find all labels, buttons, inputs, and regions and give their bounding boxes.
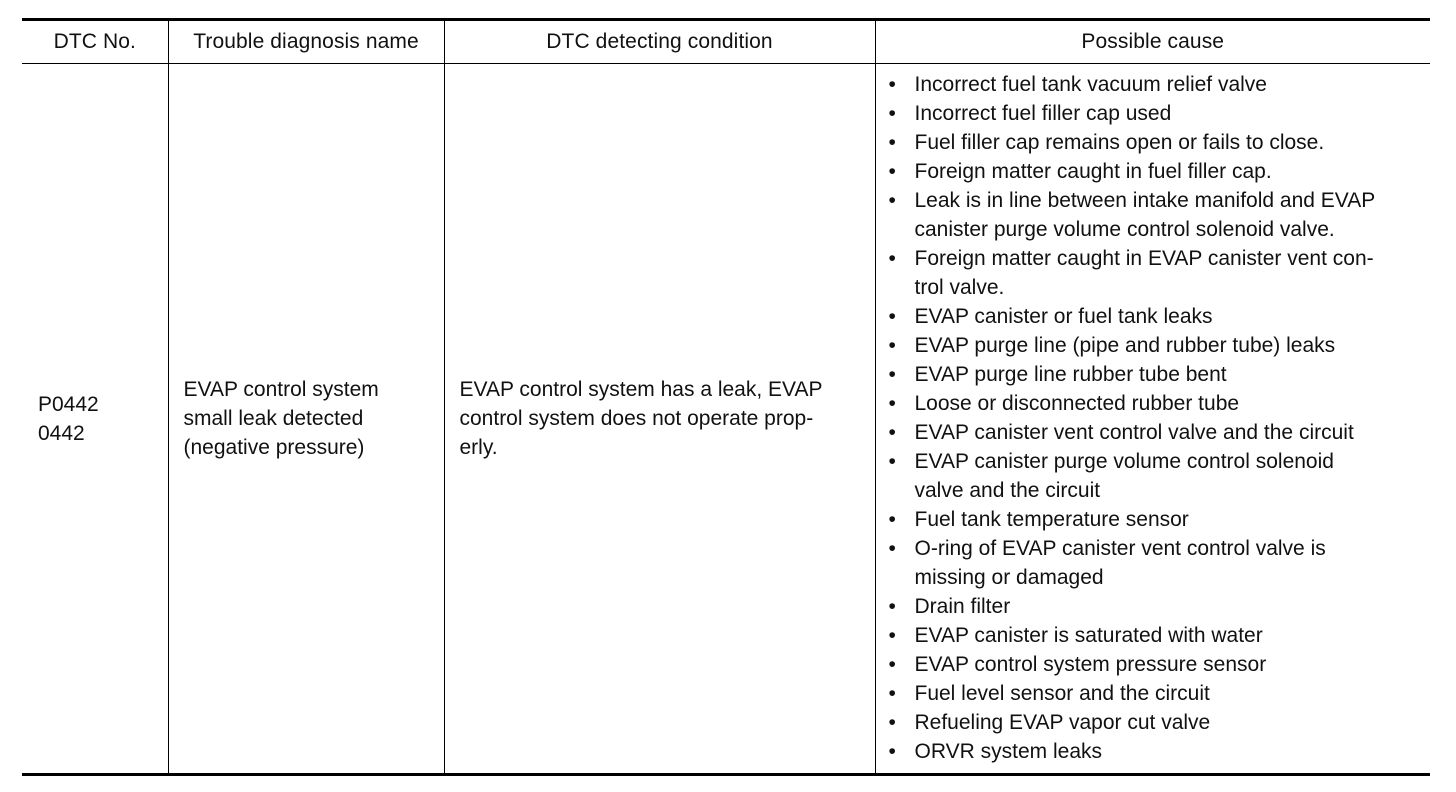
list-item	[889, 737, 1423, 766]
cause-text: Fuel filler cap remains open or fails to close.	[914, 131, 1325, 154]
list-item	[889, 99, 1423, 128]
bullet-icon: •	[888, 450, 896, 473]
cause-text: EVAP purge line (pipe and rubber tube) leaks	[914, 334, 1336, 357]
header-possible-cause: Possible cause	[875, 20, 1430, 64]
cause-text: EVAP canister purge volume control solenoid	[914, 450, 1334, 473]
cause-text: valve and the circuit	[914, 479, 1101, 502]
list-item	[889, 157, 1423, 186]
dtc-code-cell	[22, 64, 168, 775]
list-item	[889, 244, 1423, 302]
list-item	[889, 70, 1423, 99]
bullet-icon: •	[888, 247, 896, 270]
cause-text: ORVR system leaks	[914, 740, 1102, 763]
cause-text: Drain filter	[914, 595, 1011, 618]
bullet-icon: •	[888, 392, 896, 415]
list-item	[889, 650, 1423, 679]
cause-text: canister purge volume control solenoid valve.	[914, 218, 1335, 241]
bullet-icon: •	[888, 711, 896, 734]
bullet-icon: •	[888, 653, 896, 676]
detecting-condition-cell	[444, 64, 875, 775]
dtc-table	[22, 18, 1430, 776]
cause-text: Loose or disconnected rubber tube	[914, 392, 1240, 415]
bullet-icon: •	[888, 102, 896, 125]
cause-text: EVAP purge line rubber tube bent	[914, 363, 1227, 386]
cause-text: Fuel level sensor and the circuit	[914, 682, 1210, 705]
cause-text: missing or damaged	[914, 566, 1104, 589]
trouble-name-line: small leak detected	[183, 407, 364, 430]
list-item	[889, 679, 1423, 708]
bullet-icon: •	[888, 305, 896, 328]
cause-text: Leak is in line between intake manifold and EVAP	[914, 189, 1376, 212]
trouble-name-line: EVAP control system	[183, 378, 379, 401]
cause-text: Fuel tank temperature sensor	[914, 508, 1189, 531]
list-item	[889, 505, 1423, 534]
bullet-icon: •	[888, 508, 896, 531]
cause-text: EVAP canister is saturated with water	[914, 624, 1263, 647]
dtc-code: 0442	[38, 421, 85, 445]
bullet-icon: •	[888, 421, 896, 444]
bullet-icon: •	[888, 537, 896, 560]
cause-text: Refueling EVAP vapor cut valve	[914, 711, 1211, 734]
table-body	[22, 64, 1430, 775]
cause-text: EVAP canister vent control valve and the circuit	[914, 421, 1354, 444]
bullet-icon: •	[888, 595, 896, 618]
cause-text: Foreign matter caught in fuel filler cap.	[914, 160, 1272, 183]
list-item	[889, 389, 1423, 418]
cause-text: trol valve.	[914, 276, 1005, 299]
bullet-icon: •	[888, 189, 896, 212]
list-item	[889, 128, 1423, 157]
bullet-icon: •	[888, 740, 896, 763]
header-dtc-no: DTC No.	[22, 20, 168, 64]
header-dtc-detecting-condition: DTC detecting condition	[444, 20, 875, 64]
cause-text: O-ring of EVAP canister vent control valve is	[914, 537, 1326, 560]
bullet-icon: •	[888, 363, 896, 386]
dtc-code: P0442	[38, 392, 99, 416]
trouble-name-line: (negative pressure)	[183, 436, 365, 459]
condition-line: EVAP control system has a leak, EVAP	[459, 378, 823, 401]
list-item	[889, 360, 1423, 389]
list-item	[889, 534, 1423, 592]
bullet-icon: •	[888, 682, 896, 705]
table-row	[22, 64, 1430, 775]
list-item	[889, 186, 1423, 244]
condition-line: erly.	[459, 436, 498, 459]
cause-text: EVAP canister or fuel tank leaks	[914, 305, 1213, 328]
condition-line: control system does not operate prop-	[459, 407, 814, 430]
possible-cause-list	[889, 70, 1423, 766]
possible-cause-cell	[875, 64, 1430, 775]
cause-text: Incorrect fuel tank vacuum relief valve	[914, 73, 1267, 96]
list-item	[889, 621, 1423, 650]
bullet-icon: •	[888, 73, 896, 96]
header-row	[22, 20, 1430, 64]
bullet-icon: •	[888, 334, 896, 357]
bullet-icon: •	[888, 131, 896, 154]
list-item	[889, 592, 1423, 621]
table-header	[22, 20, 1430, 64]
list-item	[889, 447, 1423, 505]
cause-text: EVAP control system pressure sensor	[914, 653, 1267, 676]
cause-text: Incorrect fuel filler cap used	[914, 102, 1172, 125]
list-item	[889, 708, 1423, 737]
bullet-icon: •	[888, 160, 896, 183]
list-item	[889, 331, 1423, 360]
cause-text: Foreign matter caught in EVAP canister vent con-	[914, 247, 1374, 270]
list-item	[889, 302, 1423, 331]
list-item	[889, 418, 1423, 447]
trouble-name-cell	[168, 64, 444, 775]
bullet-icon: •	[888, 624, 896, 647]
header-trouble-diagnosis-name: Trouble diagnosis name	[168, 20, 444, 64]
